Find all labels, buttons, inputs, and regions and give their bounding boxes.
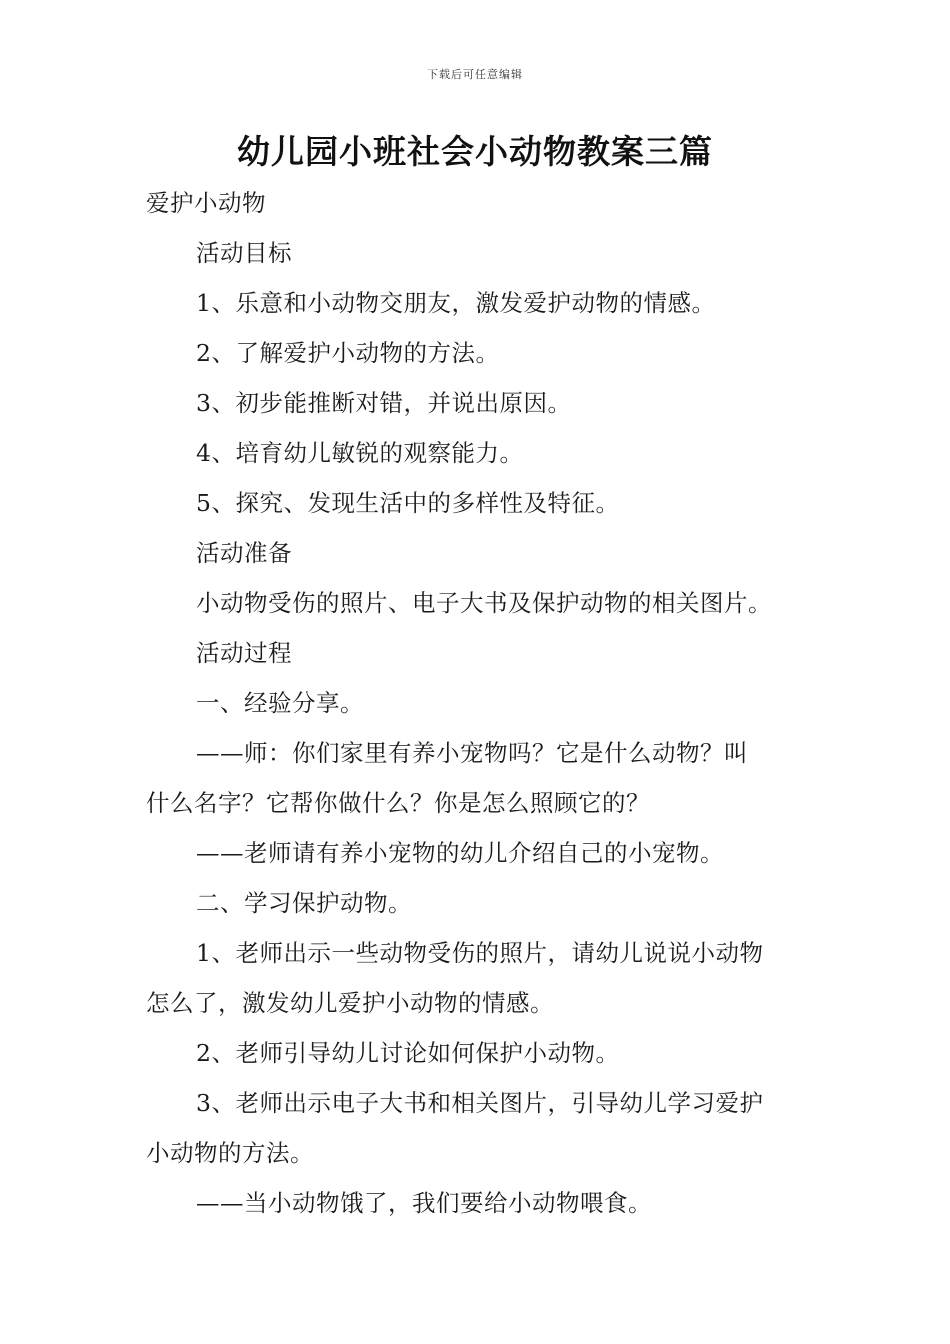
paragraph: 3、老师出示电子大书和相关图片，引导幼儿学习爱护 <box>196 1089 764 1117</box>
heading-activity-goals: 活动目标 <box>196 239 292 267</box>
paragraph-continuation: 小动物的方法。 <box>146 1139 314 1167</box>
paragraph: 1、老师出示一些动物受伤的照片，请幼儿说说小动物 <box>196 939 764 967</box>
paragraph-continuation: 怎么了，激发幼儿爱护小动物的情感。 <box>146 989 554 1017</box>
paragraph: 2、老师引导幼儿讨论如何保护小动物。 <box>196 1039 620 1067</box>
paragraph: 小动物受伤的照片、电子大书及保护动物的相关图片。 <box>196 589 772 617</box>
paragraph: ——师：你们家里有养小宠物吗？它是什么动物？叫 <box>196 739 748 767</box>
paragraph: ——老师请有养小宠物的幼儿介绍自己的小宠物。 <box>196 839 724 867</box>
document-title: 幼儿园小班社会小动物教案三篇 <box>237 132 713 171</box>
paragraph: 3、初步能推断对错，并说出原因。 <box>196 389 572 417</box>
heading-activity-process: 活动过程 <box>196 639 292 667</box>
heading-activity-preparation: 活动准备 <box>196 539 292 567</box>
paragraph: ——当小动物饿了，我们要给小动物喂食。 <box>196 1189 652 1217</box>
paragraph: 5、探究、发现生活中的多样性及特征。 <box>196 489 620 517</box>
paragraph: 4、培育幼儿敏锐的观察能力。 <box>196 439 524 467</box>
section-title: 爱护小动物 <box>146 189 266 217</box>
paragraph: 一、经验分享。 <box>196 689 364 717</box>
document-body <box>146 178 810 1228</box>
header-note: 下载后可任意编辑 <box>427 68 523 81</box>
paragraph-continuation: 什么名字？它帮你做什么？你是怎么照顾它的？ <box>146 789 650 817</box>
paragraph: 二、学习保护动物。 <box>196 889 412 917</box>
paragraph: 1、乐意和小动物交朋友，激发爱护动物的情感。 <box>196 289 716 317</box>
paragraph: 2、了解爱护小动物的方法。 <box>196 339 500 367</box>
